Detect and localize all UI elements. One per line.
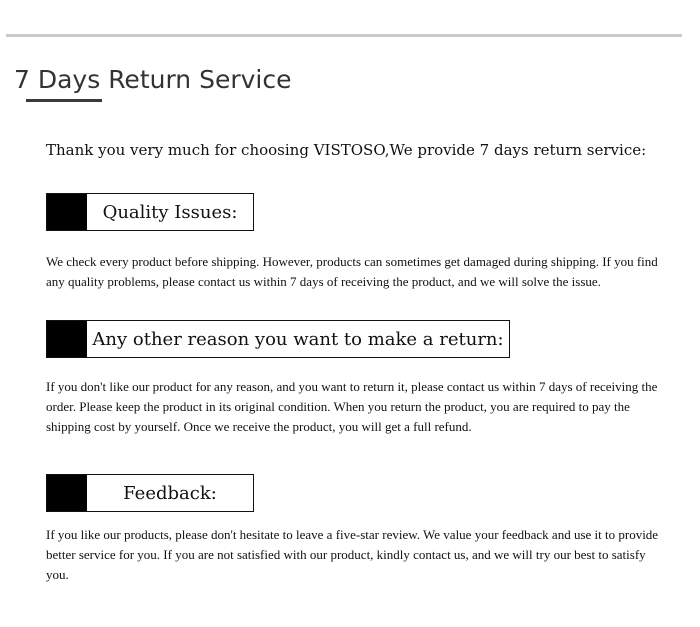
- section-header-other-reason: [46, 320, 510, 358]
- section-body-other-reason: If you don't like our product for any reason, and you want to return it, please contact us within 7 days of receiving the order. Please keep the product in its original condition. When you return the product, you are required to pay the shipping cost by yourself. Once we receive the product, you will get a full refund.: [46, 379, 658, 434]
- intro-text: Thank you very much for choosing VISTOSO,We provide 7 days return service:: [46, 141, 647, 159]
- header-marker-block: [47, 321, 87, 357]
- top-divider: [6, 34, 682, 37]
- header-marker-block: [47, 475, 87, 511]
- header-marker-block: [47, 194, 87, 230]
- section-body-quality: We check every product before shipping. However, products can sometimes get damaged during shipping. If you find any quality problems, please contact us within 7 days of receiving the product, and we will solve the issue.: [46, 254, 658, 289]
- title-underline: [26, 99, 102, 102]
- page-title: 7 Days Return Service: [14, 65, 292, 94]
- section-header-quality: [46, 193, 254, 231]
- section-heading-other-reason: Any other reason you want to make a return:: [92, 328, 504, 350]
- section-body-feedback: If you like our products, please don't hesitate to leave a five-star review. We value your feedback and use it to provide better service for you. If you are not satisfied with our product, kindly contact us, and we will try our best to satisfy you.: [46, 527, 659, 582]
- section-heading-feedback: Feedback:: [123, 482, 217, 504]
- section-heading-quality: Quality Issues:: [102, 201, 238, 223]
- section-header-feedback: [46, 474, 254, 512]
